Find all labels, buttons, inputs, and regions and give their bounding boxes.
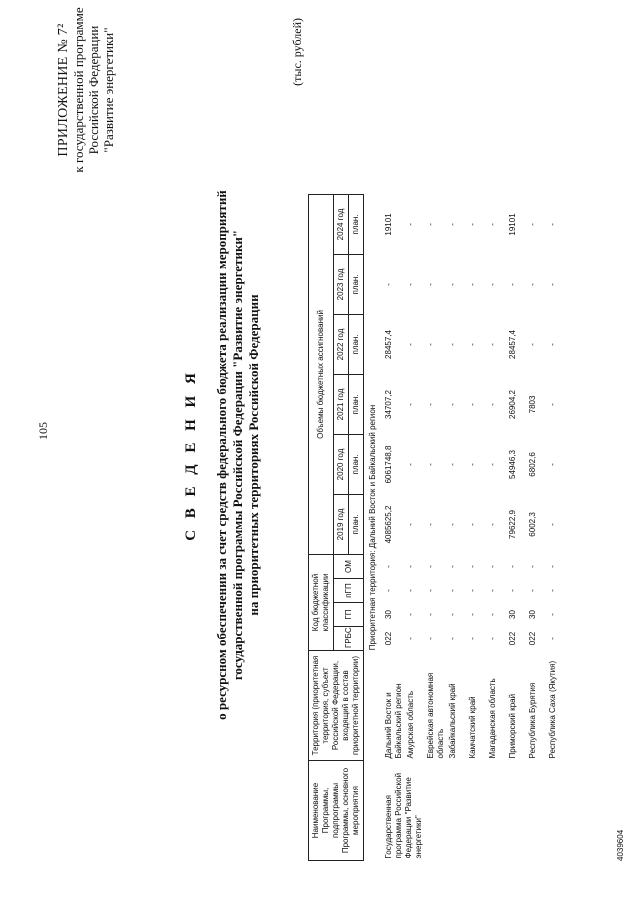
gp-cell: - <box>426 613 435 616</box>
territory-cell: Забайкальский край <box>448 683 457 759</box>
gp-cell: - <box>548 613 557 616</box>
value-2020: - <box>548 463 557 466</box>
gp-cell: - <box>406 613 415 616</box>
value-2024: - <box>488 223 497 226</box>
appendix-line-2: Российской Федерации <box>86 25 101 155</box>
program-name: Государственная программа Российской Федерации "Развитие энергетики" <box>384 772 423 859</box>
value-2023: - <box>448 283 457 286</box>
header-territory: Территория (приоритетная территория, субъект Российской Федерации, входящий в состав приоритетной территории) <box>309 651 364 761</box>
value-2022: 28457,4 <box>508 330 517 359</box>
value-2023: - <box>406 283 415 286</box>
value-2021: 26904,2 <box>508 390 517 419</box>
value-2023: - <box>508 283 517 286</box>
value-2024: - <box>448 223 457 226</box>
value-2022: 28457,4 <box>384 330 393 359</box>
grbs-cell: 022 <box>528 631 537 646</box>
value-2023: - <box>468 283 477 286</box>
grbs-cell: - <box>426 637 435 640</box>
header-year-2022: 2022 год <box>334 314 349 374</box>
value-2020: - <box>406 463 415 466</box>
gp-cell: - <box>468 613 477 616</box>
value-2022: - <box>488 343 497 346</box>
header-blank <box>309 14 364 194</box>
header-gp: ГП <box>334 603 364 627</box>
territory-cell: Камчатский край <box>468 696 477 759</box>
grbs-cell: 022 <box>508 631 517 646</box>
header-grbs: ГРБС <box>334 627 364 651</box>
territory-cell: Магаданская область <box>488 678 497 759</box>
header-year-2019: 2019 год <box>334 494 349 554</box>
gp-cell: 30 <box>528 610 537 619</box>
appendix-line-1: к государственной программе <box>71 7 86 173</box>
table-row <box>405 14 425 860</box>
table-row <box>383 14 405 860</box>
value-2024: - <box>528 223 537 226</box>
units-label: (тыс. рублей) <box>290 18 304 86</box>
document-code: 4039604 <box>616 829 625 861</box>
pgp-cell: - <box>384 589 393 592</box>
territory-cell: Еврейская автономная область <box>426 672 445 759</box>
pgp-cell: - <box>468 589 477 592</box>
om-cell: - <box>488 565 497 568</box>
table-row <box>425 14 447 860</box>
pgp-cell: - <box>426 589 435 592</box>
value-2021: - <box>488 403 497 406</box>
header-plan-2021: план. <box>349 374 364 434</box>
territory-cell: Приморский край <box>508 693 517 759</box>
value-2021: - <box>548 403 557 406</box>
gp-cell: - <box>488 613 497 616</box>
value-2019: - <box>406 523 415 526</box>
table-row <box>447 14 467 860</box>
value-2022: - <box>468 343 477 346</box>
value-2023: - <box>426 283 435 286</box>
value-2019: - <box>448 523 457 526</box>
heading-title: С В Е Д Е Н И Я <box>183 369 199 541</box>
document-heading <box>183 125 262 785</box>
header-plan-2019: план. <box>349 494 364 554</box>
value-2019: - <box>548 523 557 526</box>
table-row <box>547 14 567 860</box>
grbs-cell: - <box>468 637 477 640</box>
grbs-cell: - <box>488 637 497 640</box>
pgp-cell: - <box>508 589 517 592</box>
value-2022: - <box>426 343 435 346</box>
table-row <box>527 14 547 860</box>
priority-territory-row <box>364 14 384 860</box>
value-2019: 79622,9 <box>508 510 517 539</box>
table-row <box>487 14 507 860</box>
value-2020: - <box>426 463 435 466</box>
heading-line-2: государственной программы Российской Федерации "Развитие энергетики" <box>230 229 245 681</box>
header-plan-2024: план. <box>349 194 364 254</box>
header-year-2024: 2024 год <box>334 194 349 254</box>
header-volumes: Объемы бюджетных ассигнований <box>309 194 334 554</box>
value-2019: - <box>488 523 497 526</box>
territory-cell: Республика Саха (Якутия) <box>548 660 557 759</box>
territory-cell: Амурская область <box>406 690 415 759</box>
value-2024: - <box>426 223 435 226</box>
priority-territory-label: Приоритетная территория: Дальний Восток и Байкальский регион <box>368 404 377 651</box>
om-cell: - <box>448 565 457 568</box>
value-2020: - <box>488 463 497 466</box>
table-row <box>507 14 527 860</box>
value-2021: 7803 <box>528 395 537 414</box>
value-2023: - <box>384 283 393 286</box>
value-2019: 6002,3 <box>528 512 537 537</box>
om-cell: - <box>384 565 393 568</box>
value-2023: - <box>528 283 537 286</box>
appendix-line-3: "Развитие энергетики" <box>101 27 116 153</box>
value-2024: 19101 <box>508 213 517 236</box>
header-year-2023: 2023 год <box>334 254 349 314</box>
territory-cell: Дальний Восток и Байкальский регион <box>384 683 403 759</box>
header-plan-2020: план. <box>349 434 364 494</box>
header-year-2020: 2020 год <box>334 434 349 494</box>
page-number: 105 <box>36 422 50 440</box>
header-year-2021: 2021 год <box>334 374 349 434</box>
value-2022: - <box>448 343 457 346</box>
header-plan-2023: план. <box>349 254 364 314</box>
value-2023: - <box>488 283 497 286</box>
om-cell: - <box>406 565 415 568</box>
value-2024: - <box>406 223 415 226</box>
heading-line-3: на приоритетных территориях Российской Федерации <box>246 294 261 616</box>
value-2020: 6802,6 <box>528 452 537 477</box>
gp-cell: 30 <box>384 610 393 619</box>
value-2021: - <box>448 403 457 406</box>
value-2024: 19101 <box>384 213 393 236</box>
value-2022: - <box>406 343 415 346</box>
value-2023: - <box>548 283 557 286</box>
header-budget-code: Код бюджетной классификации <box>309 554 334 650</box>
value-2021: 34707,2 <box>384 390 393 419</box>
header-om: ОМ <box>334 554 364 578</box>
grbs-cell: - <box>406 637 415 640</box>
pgp-cell: - <box>548 589 557 592</box>
value-2020: 6061748,8 <box>384 445 393 484</box>
header-pgp: пГП <box>334 579 364 603</box>
header-program: Наименование Программы, подпрограммы Программы, основного мероприятия <box>309 761 364 861</box>
value-2021: - <box>468 403 477 406</box>
gp-cell: 30 <box>508 610 517 619</box>
value-2022: - <box>548 343 557 346</box>
om-cell: - <box>528 565 537 568</box>
table-row <box>467 14 487 860</box>
value-2024: - <box>468 223 477 226</box>
value-2019: 4085625,2 <box>384 505 393 544</box>
om-cell: - <box>508 565 517 568</box>
appendix-block <box>56 0 116 215</box>
pgp-cell: - <box>448 589 457 592</box>
om-cell: - <box>548 565 557 568</box>
value-2020: 54946,3 <box>508 450 517 479</box>
om-cell: - <box>468 565 477 568</box>
pgp-cell: - <box>406 589 415 592</box>
value-2022: - <box>528 343 537 346</box>
heading-line-1: о ресурсном обеспечении за счет средств федерального бюджета реализации мероприятий <box>214 190 229 720</box>
resource-table <box>308 14 567 861</box>
gp-cell: - <box>448 613 457 616</box>
value-2020: - <box>448 463 457 466</box>
grbs-cell: - <box>448 637 457 640</box>
value-2020: - <box>468 463 477 466</box>
value-2019: - <box>426 523 435 526</box>
om-cell: - <box>426 565 435 568</box>
territory-cell: Республика Бурятия <box>528 682 537 759</box>
value-2021: - <box>406 403 415 406</box>
grbs-cell: - <box>548 637 557 640</box>
grbs-cell: 022 <box>384 631 393 646</box>
value-2021: - <box>426 403 435 406</box>
pgp-cell: - <box>528 589 537 592</box>
appendix-title: ПРИЛОЖЕНИЕ № 7² <box>56 23 71 157</box>
value-2024: - <box>548 223 557 226</box>
header-plan-2022: план. <box>349 314 364 374</box>
pgp-cell: - <box>488 589 497 592</box>
value-2019: - <box>468 523 477 526</box>
